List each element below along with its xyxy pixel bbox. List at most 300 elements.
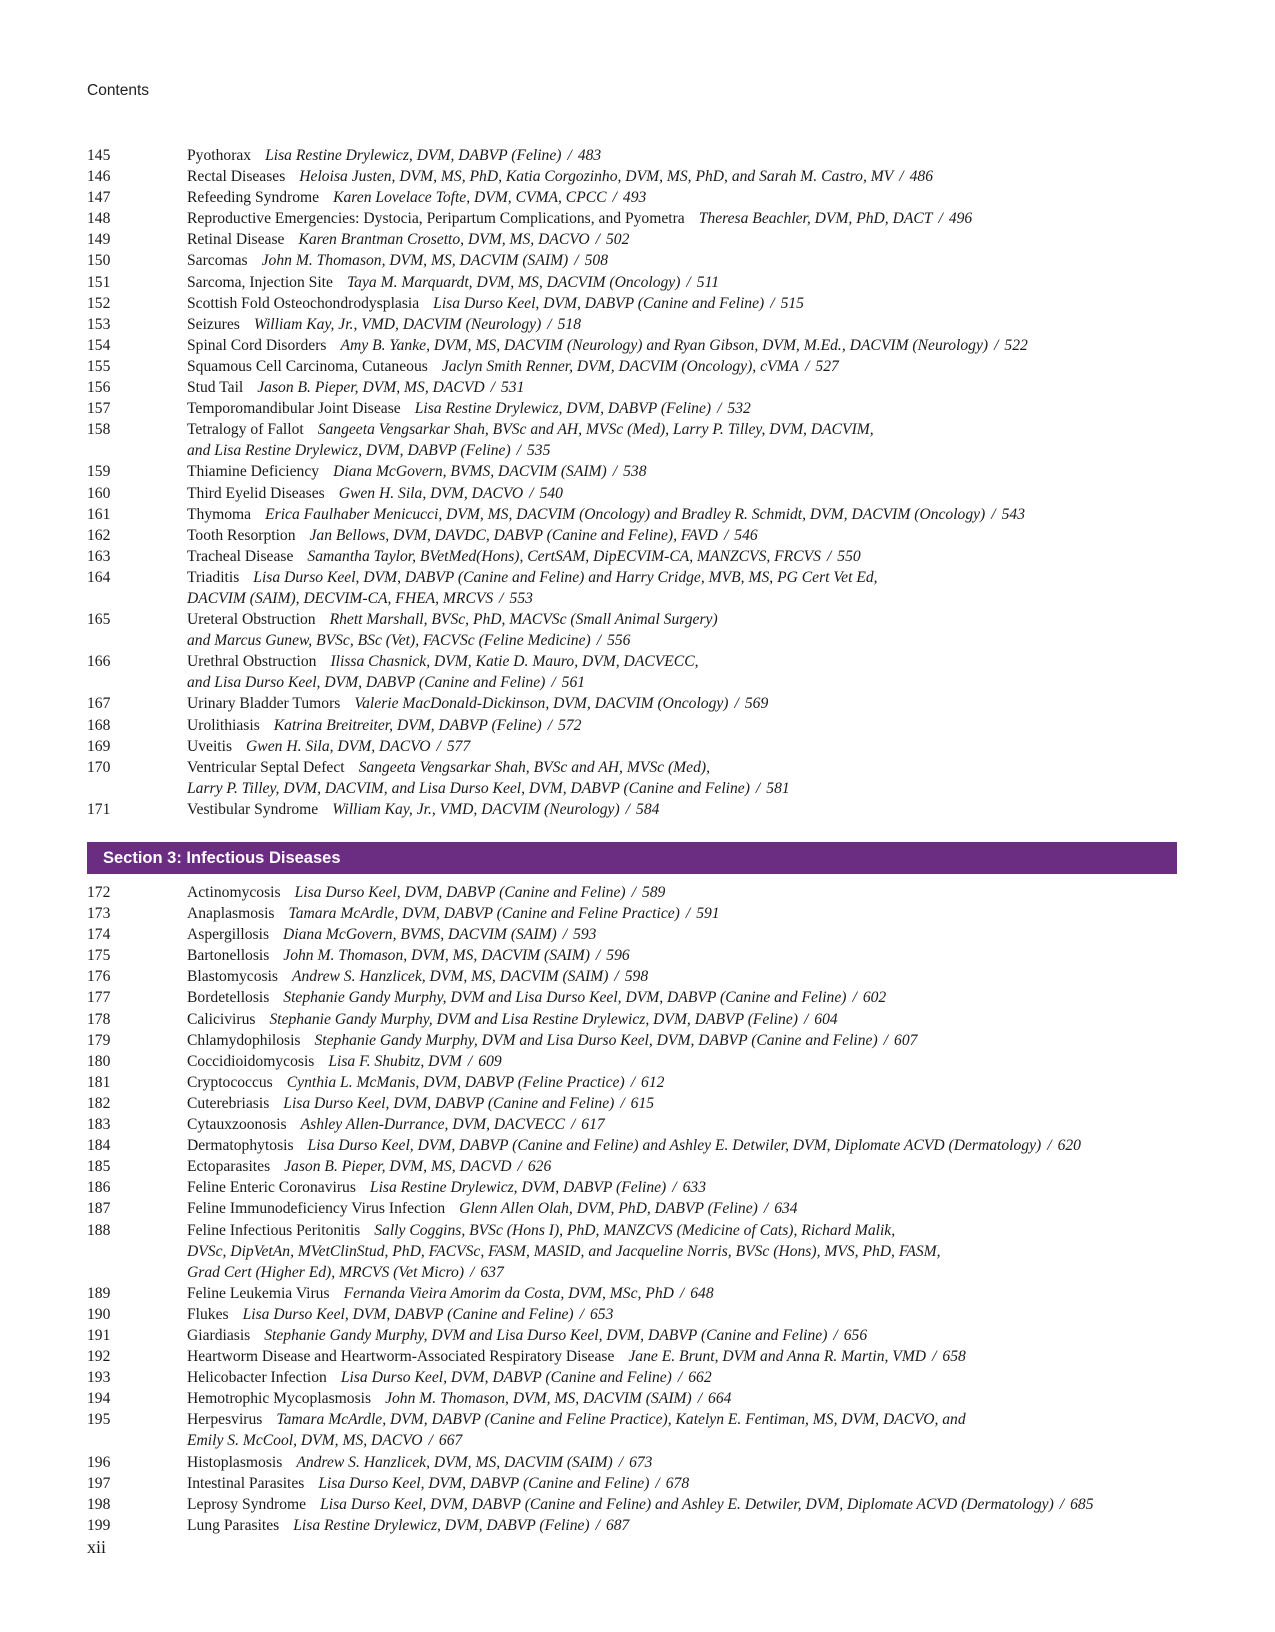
chapter-page: 543 (1001, 505, 1025, 523)
toc-entry (87, 1473, 1177, 1494)
entry-body (187, 1114, 1177, 1135)
chapter-number: 172 (87, 884, 111, 901)
chapter-number: 151 (87, 273, 111, 291)
chapter-page: 538 (623, 463, 647, 481)
chapter-page: 653 (589, 1305, 614, 1323)
chapter-authors: Heloisa Justen, DVM, MS, PhD, Katia Corgozinho, DVM, MS, PhD, and Sarah M. Castro, MV (299, 168, 894, 186)
entry-line (187, 1452, 1177, 1473)
chapter-title: Ureteral Obstruction (187, 611, 316, 629)
entry-line (187, 1220, 1177, 1241)
entry-line (187, 672, 1177, 693)
chapter-authors: Lisa Durso Keel, DVM, DABVP (Canine and Feline) and Ashley E. Detwiler, DVM, Diplomate ACVD (Dermatology) (307, 1137, 1042, 1155)
entry-line (187, 924, 1177, 945)
page-separator: / (428, 1432, 433, 1450)
chapter-page: 598 (624, 968, 649, 986)
page-separator: / (596, 632, 602, 650)
chapter-title: Spinal Cord Disorders (187, 336, 327, 354)
chapter-number: 185 (87, 1158, 111, 1176)
entry-line (187, 903, 1177, 924)
chapter-page: 664 (708, 1390, 732, 1408)
chapter-authors: John M. Thomason, DVM, MS, DACVIM (SAIM) (385, 1390, 692, 1408)
chapter-title: Third Eyelid Diseases (187, 484, 325, 502)
toc-entry (87, 1304, 1177, 1325)
toc-entry (87, 651, 1177, 693)
entry-line (187, 966, 1177, 987)
entry-body (187, 1030, 1177, 1051)
chapter-number: 145 (87, 147, 111, 164)
entry-line (187, 757, 1177, 778)
entry-line (187, 1473, 1177, 1494)
chapter-authors: Lisa F. Shubitz, DVM (328, 1052, 462, 1070)
chapter-number: 148 (87, 210, 111, 228)
chapter-authors: Andrew S. Hanzlicek, DVM, MS, DACVIM (SAIM) (296, 1453, 613, 1471)
chapter-number: 190 (87, 1305, 111, 1323)
chapter-authors: Ashley Allen-Durrance, DVM, DACVECC (300, 1116, 565, 1134)
page-separator: / (631, 884, 636, 901)
chapter-number: 199 (87, 1516, 111, 1534)
toc-entry (87, 546, 1177, 567)
chapter-number: 176 (87, 968, 111, 986)
page-separator: / (618, 1453, 624, 1471)
chapter-authors: Jaclyn Smith Renner, DVM, DACVIM (Oncology), cVMA (441, 357, 800, 375)
toc-entry (87, 757, 1177, 799)
page-separator: / (734, 695, 739, 713)
entry-line (187, 1093, 1177, 1114)
chapter-title: Reproductive Emergencies: Dystocia, Peripartum Complications, and Pyometra (187, 210, 685, 228)
entry-line (187, 483, 1177, 504)
chapter-page: 658 (942, 1348, 966, 1366)
entry-line (187, 1156, 1177, 1177)
chapter-authors: Katrina Breitreiter, DVM, DABVP (Feline) (273, 716, 542, 734)
chapter-authors: Gwen H. Sila, DVM, DACVO (338, 484, 524, 502)
chapter-number: 155 (87, 357, 111, 375)
chapter-title: Uveitis (187, 737, 233, 755)
entry-body (187, 1156, 1177, 1177)
toc-entry (87, 461, 1177, 482)
entry-line (187, 987, 1177, 1008)
toc-list-section-2 (87, 145, 1177, 820)
page-separator: / (467, 1052, 473, 1070)
entry-line (187, 250, 1177, 271)
chapter-page: 546 (734, 526, 758, 544)
entry-line (187, 335, 1177, 356)
chapter-title: Calicivirus (187, 1010, 256, 1028)
chapter-authors: DVSc, DipVetAn, MVetClinStud, PhD, FACVSc, FASM, MASID, and Jacqueline Norris, BVSc (Hons), MVS, PhD, FASM, (187, 1242, 941, 1260)
page-separator: / (803, 1010, 809, 1028)
chapter-authors: Emily S. McCool, DVM, MS, DACVO (187, 1432, 423, 1450)
chapter-page: 527 (815, 357, 839, 375)
chapter-page: 584 (636, 800, 660, 818)
chapter-title: Urinary Bladder Tumors (187, 695, 341, 713)
entry-line (187, 1304, 1177, 1325)
chapter-authors: Sally Coggins, BVSc (Hons I), PhD, MANZCVS (Medicine of Cats), Richard Malik, (374, 1221, 896, 1239)
chapter-page: 486 (909, 168, 934, 186)
entry-line (187, 945, 1177, 966)
entry-line (187, 799, 1177, 820)
chapter-title: Intestinal Parasites (187, 1474, 305, 1492)
entry-line (187, 1367, 1177, 1388)
toc-entry (87, 483, 1177, 504)
table-of-contents (87, 145, 1177, 1536)
chapter-authors: Tamara McArdle, DVM, DABVP (Canine and Feline Practice), Katelyn E. Fentiman, MS, DVM, DACVO, and (276, 1411, 966, 1429)
page-separator: / (630, 1073, 636, 1091)
entry-body (187, 924, 1177, 945)
entry-body (187, 1135, 1177, 1156)
chapter-title: Feline Enteric Coronavirus (187, 1179, 356, 1197)
chapter-number: 174 (87, 926, 111, 944)
chapter-number: 180 (87, 1052, 111, 1070)
chapter-authors: Andrew S. Hanzlicek, DVM, MS, DACVIM (SAIM) (291, 968, 609, 986)
chapter-authors: Lisa Restine Drylewicz, DVM, DABVP (Feline) (293, 1516, 590, 1534)
entry-line (187, 166, 1177, 187)
chapter-number: 196 (87, 1453, 111, 1471)
entry-line (187, 1177, 1177, 1198)
chapter-page: 518 (557, 315, 581, 333)
chapter-title: Thiamine Deficiency (187, 463, 320, 481)
entry-body (187, 736, 1177, 757)
toc-entry (87, 609, 1177, 651)
toc-entry (87, 1072, 1177, 1093)
chapter-page: 556 (607, 632, 631, 650)
chapter-authors: Stephanie Gandy Murphy, DVM and Lisa Restine Drylewicz, DVM, DABVP (Feline) (269, 1010, 798, 1028)
entry-line (187, 440, 1177, 461)
entry-body (187, 567, 1177, 609)
chapter-title: Refeeding Syndrome (187, 189, 320, 207)
chapter-number: 161 (87, 505, 111, 523)
page-separator: / (614, 968, 619, 986)
chapter-title: Giardiasis (187, 1326, 251, 1344)
chapter-title: Seizures (187, 315, 240, 333)
chapter-title: Stud Tail (187, 379, 244, 397)
chapter-number: 171 (87, 800, 111, 818)
entry-body (187, 609, 1177, 651)
page-separator: / (517, 1158, 522, 1176)
chapter-authors: Sangeeta Vengsarkar Shah, BVSc and AH, MVSc (Med), Larry P. Tilley, DVM, DACVIM, (317, 421, 874, 439)
chapter-page: 483 (577, 147, 602, 164)
page-separator: / (567, 147, 572, 164)
section-header: Section 3: Infectious Diseases (87, 842, 1177, 874)
chapter-page: 673 (629, 1453, 653, 1471)
toc-entry (87, 966, 1177, 987)
chapter-title: Thymoma (187, 505, 252, 523)
chapter-authors: Tamara McArdle, DVM, DABVP (Canine and Feline Practice) (288, 905, 680, 923)
page-separator: / (547, 315, 552, 333)
entry-line (187, 1241, 1177, 1262)
chapter-authors: William Kay, Jr., VMD, DACVIM (Neurology) (332, 800, 620, 818)
chapter-title: Bartonellosis (187, 947, 270, 965)
entry-body (187, 651, 1177, 693)
entry-line (187, 525, 1177, 546)
toc-entry (87, 1494, 1177, 1515)
entry-body (187, 1515, 1177, 1536)
chapter-number: 182 (87, 1094, 111, 1112)
entry-body (187, 799, 1177, 820)
entry-body (187, 546, 1177, 567)
entry-line (187, 1030, 1177, 1051)
entry-body (187, 1452, 1177, 1473)
chapter-authors: Stephanie Gandy Murphy, DVM and Lisa Durso Keel, DVM, DABVP (Canine and Feline) (314, 1031, 878, 1049)
chapter-page: 596 (606, 947, 630, 965)
toc-entry (87, 1325, 1177, 1346)
chapter-title: Flukes (187, 1305, 229, 1323)
chapter-page: 511 (696, 273, 719, 291)
chapter-number: 168 (87, 716, 111, 734)
chapter-page: 615 (630, 1094, 655, 1112)
chapter-page: 540 (539, 484, 563, 502)
entry-body (187, 229, 1177, 250)
chapter-number: 183 (87, 1116, 111, 1134)
chapter-authors: Lisa Durso Keel, DVM, DABVP (Canine and Feline) and Ashley E. Detwiler, DVM, Diplomate ACVD (Dermatology) (320, 1495, 1054, 1513)
chapter-title: Hemotrophic Mycoplasmosis (187, 1390, 372, 1408)
page-separator: / (994, 336, 999, 354)
page-separator: / (574, 252, 579, 270)
chapter-authors: William Kay, Jr., VMD, DACVIM (Neurology) (253, 315, 542, 333)
entry-body (187, 1304, 1177, 1325)
entry-line (187, 1494, 1177, 1515)
chapter-page: 667 (438, 1432, 463, 1450)
entry-body (187, 293, 1177, 314)
toc-entry (87, 335, 1177, 356)
chapter-title: Aspergillosis (187, 926, 270, 944)
chapter-title: Sarcomas (187, 252, 248, 270)
entry-body (187, 1283, 1177, 1304)
chapter-authors: Glenn Allen Olah, DVM, PhD, DABVP (Feline) (459, 1200, 758, 1218)
chapter-title: Feline Infectious Peritonitis (187, 1221, 361, 1239)
chapter-page: 493 (622, 189, 647, 207)
entry-body (187, 187, 1177, 208)
chapter-number: 149 (87, 231, 111, 249)
entry-body (187, 1409, 1177, 1451)
toc-entry (87, 145, 1177, 166)
chapter-number: 164 (87, 568, 111, 586)
chapter-title: Ventricular Septal Defect (187, 758, 345, 776)
toc-entry (87, 882, 1177, 903)
entry-line (187, 1198, 1177, 1219)
chapter-title: Coccidioidomycosis (187, 1052, 315, 1070)
page-separator: / (490, 379, 495, 397)
entry-body (187, 1177, 1177, 1198)
chapter-title: Pyothorax (187, 147, 252, 164)
entry-line (187, 1388, 1177, 1409)
chapter-page: 535 (527, 442, 551, 460)
chapter-number: 160 (87, 484, 111, 502)
chapter-page: 502 (605, 231, 630, 249)
entry-body (187, 1093, 1177, 1114)
chapter-page: 602 (862, 989, 887, 1007)
entry-body (187, 1367, 1177, 1388)
entry-body (187, 483, 1177, 504)
chapter-number: 165 (87, 611, 111, 629)
chapter-number: 181 (87, 1073, 111, 1091)
toc-entry (87, 1198, 1177, 1219)
chapter-number: 159 (87, 463, 111, 481)
page-separator: / (826, 547, 832, 565)
chapter-number: 162 (87, 526, 111, 544)
chapter-title: Cytauxzoonosis (187, 1116, 287, 1134)
page-separator: / (436, 737, 441, 755)
chapter-title: Feline Leukemia Virus (187, 1284, 330, 1302)
page-separator: / (899, 168, 904, 186)
chapter-title: Temporomandibular Joint Disease (187, 400, 401, 418)
chapter-authors: Lisa Durso Keel, DVM, DABVP (Canine and Feline) (340, 1369, 672, 1387)
chapter-number: 184 (87, 1137, 111, 1155)
chapter-title: Cuterebriasis (187, 1094, 270, 1112)
toc-entry (87, 799, 1177, 820)
page-separator: / (672, 1179, 677, 1197)
entry-body (187, 145, 1177, 166)
entry-body (187, 1198, 1177, 1219)
entry-line (187, 1409, 1177, 1430)
entry-body (187, 419, 1177, 461)
entry-line (187, 187, 1177, 208)
chapter-authors: Jason B. Pieper, DVM, MS, DACVD (257, 379, 485, 397)
chapter-title: Chlamydophilosis (187, 1031, 301, 1049)
page-separator: / (679, 1284, 685, 1302)
entry-body (187, 398, 1177, 419)
chapter-title: Blastomycosis (187, 968, 278, 986)
chapter-authors: Theresa Beachler, DVM, PhD, DACT (698, 210, 933, 228)
entry-body (187, 525, 1177, 546)
entry-line (187, 882, 1177, 903)
entry-body (187, 903, 1177, 924)
chapter-authors: Lisa Durso Keel, DVM, DABVP (Canine and Feline) (318, 1474, 650, 1492)
entry-body (187, 882, 1177, 903)
chapter-title: Anaplasmosis (187, 905, 275, 923)
page-separator: / (612, 189, 617, 207)
running-head: Contents (87, 82, 150, 99)
entry-body (187, 272, 1177, 293)
chapter-authors: Larry P. Tilley, DVM, DACVIM, and Lisa Durso Keel, DVM, DABVP (Canine and Feline) (187, 779, 750, 797)
page-number: xii (87, 1537, 107, 1557)
toc-entry (87, 1009, 1177, 1030)
chapter-page: 577 (446, 737, 471, 755)
entry-body (187, 1346, 1177, 1367)
chapter-page: 531 (500, 379, 525, 397)
chapter-title: Rectal Diseases (187, 168, 286, 186)
toc-entry (87, 903, 1177, 924)
chapter-number: 198 (87, 1495, 111, 1513)
page-separator: / (717, 400, 722, 418)
page-separator: / (763, 1200, 769, 1218)
page-separator: / (562, 926, 568, 944)
chapter-authors: Jane E. Brunt, DVM and Anna R. Martin, VMD (628, 1348, 927, 1366)
entry-line (187, 504, 1177, 525)
toc-entry (87, 1452, 1177, 1473)
entry-body (187, 504, 1177, 525)
entry-body (187, 1220, 1177, 1283)
entry-line (187, 1346, 1177, 1367)
page-separator: / (499, 589, 504, 607)
page-separator: / (595, 231, 600, 249)
chapter-title: Tooth Resorption (187, 526, 296, 544)
chapter-number: 186 (87, 1179, 111, 1197)
entry-body (187, 757, 1177, 799)
chapter-title: Dermatophytosis (187, 1137, 294, 1155)
chapter-authors: Jan Bellows, DVM, DAVDC, DABVP (Canine and Feline), FAVD (309, 526, 718, 544)
toc-entry (87, 1346, 1177, 1367)
page-separator: / (595, 1516, 600, 1534)
chapter-page: 656 (843, 1326, 868, 1344)
page-separator: / (697, 1390, 703, 1408)
chapter-title: Feline Immunodeficiency Virus Infection (187, 1200, 446, 1218)
page-separator: / (620, 1094, 625, 1112)
chapter-authors: Erica Faulhaber Menicucci, DVM, MS, DACVIM (Oncology) and Bradley R. Schmidt, DVM, DACVIM (Oncology) (265, 505, 986, 523)
entry-body (187, 1473, 1177, 1494)
toc-entry (87, 924, 1177, 945)
chapter-title: Lung Parasites (187, 1516, 280, 1534)
chapter-number: 157 (87, 400, 111, 418)
page-separator: / (991, 505, 996, 523)
chapter-number: 193 (87, 1369, 111, 1387)
chapter-number: 179 (87, 1031, 111, 1049)
chapter-page: 553 (509, 589, 533, 607)
toc-entry (87, 377, 1177, 398)
entry-line (187, 651, 1177, 672)
toc-entry (87, 1030, 1177, 1051)
page-separator: / (932, 1348, 937, 1366)
toc-entry (87, 1093, 1177, 1114)
entry-body (187, 461, 1177, 482)
chapter-title: Vestibular Syndrome (187, 800, 319, 818)
entry-line (187, 778, 1177, 799)
entry-line (187, 1072, 1177, 1093)
chapter-title: Tetralogy of Fallot (187, 421, 304, 439)
toc-entry (87, 1367, 1177, 1388)
chapter-number: 173 (87, 905, 111, 923)
chapter-page: 678 (665, 1474, 690, 1492)
page-separator: / (655, 1474, 660, 1492)
chapter-number: 191 (87, 1326, 111, 1344)
chapter-authors: Jason B. Pieper, DVM, MS, DACVD (284, 1158, 512, 1176)
chapter-number: 167 (87, 695, 111, 713)
toc-entry (87, 525, 1177, 546)
page-separator: / (723, 526, 729, 544)
entry-line (187, 588, 1177, 609)
chapter-authors: Samantha Taylor, BVetMed(Hons), CertSAM, DipECVIM-CA, MANZCVS, FRCVS (307, 547, 821, 565)
toc-entry (87, 1051, 1177, 1072)
chapter-authors: Taya M. Marquardt, DVM, MS, DACVIM (Oncology) (346, 273, 681, 291)
entry-body (187, 1051, 1177, 1072)
chapter-number: 147 (87, 189, 111, 207)
chapter-title: Histoplasmosis (187, 1453, 283, 1471)
chapter-page: 508 (584, 252, 608, 270)
chapter-page: 581 (766, 779, 790, 797)
chapter-authors: Lisa Durso Keel, DVM, DABVP (Canine and Feline) (283, 1094, 615, 1112)
chapter-authors: Karen Lovelace Tofte, DVM, CVMA, CPCC (333, 189, 607, 207)
toc-entry (87, 208, 1177, 229)
entry-line (187, 229, 1177, 250)
chapter-authors: DACVIM (SAIM), DECVIM-CA, FHEA, MRCVS (187, 589, 494, 607)
chapter-authors: Diana McGovern, BVMS, DACVIM (SAIM) (283, 926, 557, 944)
toc-entry (87, 1156, 1177, 1177)
chapter-authors: Gwen H. Sila, DVM, DACVO (246, 737, 431, 755)
toc-list-section-3 (87, 882, 1177, 1536)
chapter-page: 626 (527, 1158, 552, 1176)
chapter-authors: Grad Cert (Higher Ed), MRCVS (Vet Micro) (187, 1263, 465, 1281)
chapter-authors: Lisa Restine Drylewicz, DVM, DABVP (Feline) (265, 147, 562, 164)
entry-body (187, 1009, 1177, 1030)
toc-entry (87, 1388, 1177, 1409)
entry-body (187, 1325, 1177, 1346)
entry-line (187, 293, 1177, 314)
chapter-authors: and Marcus Gunew, BVSc, BSc (Vet), FACVSc (Feline Medicine) (187, 632, 591, 650)
page-separator: / (852, 989, 857, 1007)
page-separator: / (755, 779, 761, 797)
entry-body (187, 250, 1177, 271)
page-separator: / (686, 273, 691, 291)
entry-line (187, 145, 1177, 166)
chapter-page: 620 (1057, 1137, 1081, 1155)
